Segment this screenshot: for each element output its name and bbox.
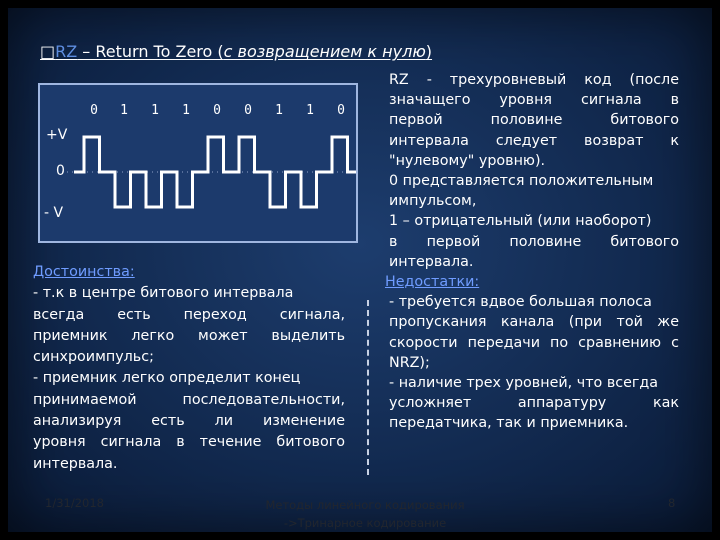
description-line: 1 – отрицательный (или наоборот) xyxy=(389,213,652,230)
disadvantages-line: - наличие трех уровней, что всегда xyxy=(389,375,659,392)
advantages-line: - приемник легко определит конец xyxy=(33,370,301,387)
description-line: 0 представляется положительным xyxy=(389,173,654,190)
level-pos-label: +V xyxy=(46,127,68,143)
description-line: RZ - трехуровневый код (после xyxy=(389,72,679,88)
bit-label: 1 xyxy=(306,103,314,118)
disadvantages-line: - требуется вдвое большая полоса xyxy=(389,294,652,311)
advantages-block xyxy=(33,262,345,475)
bit-label: 1 xyxy=(182,103,190,118)
title-close: ) xyxy=(425,42,433,61)
footer-page-number: 8 xyxy=(668,496,676,510)
bit-label: 0 xyxy=(337,103,345,118)
bit-label: 1 xyxy=(275,103,283,118)
title-bullet: □ xyxy=(40,42,56,61)
title-rz: RZ xyxy=(55,42,78,61)
advantages-line: анализируя есть ли изменение xyxy=(33,413,345,430)
bit-label: 0 xyxy=(244,103,252,118)
title-italic: с возвращением к нулю xyxy=(223,42,426,61)
level-zero-label: 0 xyxy=(56,163,65,179)
description-line: в первой половине битового xyxy=(389,233,679,250)
level-neg-label: - V xyxy=(44,205,64,221)
advantages-line: уровня сигнала в течение битового xyxy=(33,434,345,451)
disadvantages-line: передатчика, так и приемника. xyxy=(389,415,629,432)
advantages-line: принимаемой последовательности, xyxy=(33,391,345,408)
bit-label: 1 xyxy=(120,103,128,118)
disadvantages-line: скорости передачи по сравнению с xyxy=(389,334,679,351)
description-line: интервала. xyxy=(389,253,474,270)
footer-date: 1/31/2018 xyxy=(45,496,104,510)
advantages-line: - т.к в центре битового интервала xyxy=(33,285,294,302)
description-line: "нулевому" уровню). xyxy=(389,152,546,169)
signal-line xyxy=(74,137,356,207)
description-line: интервала следует возврат к xyxy=(389,132,679,149)
bit-label: 0 xyxy=(213,103,221,118)
disadvantages-line: пропускания канала (при той же xyxy=(389,314,679,331)
advantages-line: интервала. xyxy=(33,455,118,472)
advantages-line: приемник легко может выделить xyxy=(33,327,345,344)
title-dash: – Return To Zero ( xyxy=(77,42,224,61)
advantages-heading: Достоинства: xyxy=(33,264,135,280)
column-divider xyxy=(367,300,369,475)
bit-label: 1 xyxy=(151,103,159,118)
description-line: значащего уровня сигнала в xyxy=(389,92,679,109)
slide-title xyxy=(40,42,432,61)
footer-caption-line: Методы линейного кодирования xyxy=(265,498,465,512)
description-line: импульсом, xyxy=(389,193,477,210)
footer-caption-line: ->Тринарное кодирование xyxy=(283,516,447,530)
disadvantages-heading: Недостатки: xyxy=(385,274,480,291)
description-line: первой половине битового xyxy=(389,112,679,129)
description-block xyxy=(385,70,679,434)
disadvantages-line: NRZ); xyxy=(389,354,430,371)
advantages-line: всегда есть переход сигнала, xyxy=(33,306,345,323)
advantages-line: синхроимпульс; xyxy=(33,349,154,366)
footer-caption xyxy=(250,496,480,532)
disadvantages-line: усложняет аппаратуру как xyxy=(389,395,679,412)
bit-label: 0 xyxy=(90,103,98,118)
